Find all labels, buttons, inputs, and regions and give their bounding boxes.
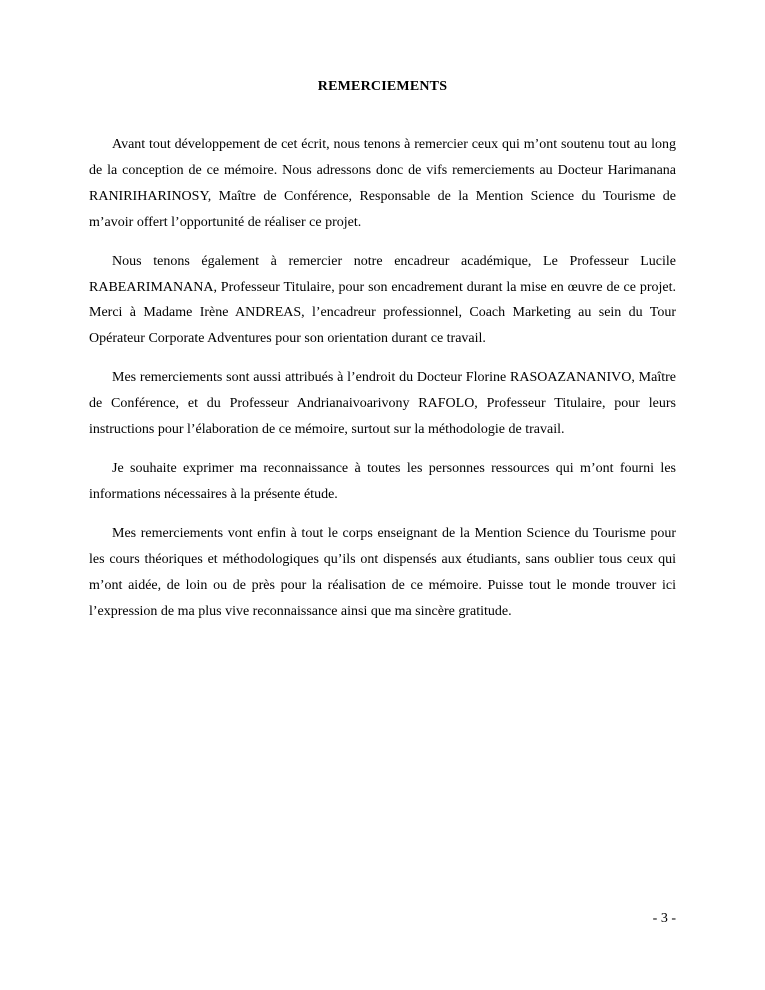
page-title: REMERCIEMENTS (317, 79, 448, 94)
acknowledgements-body (89, 132, 676, 637)
paragraph-4: Je souhaite exprimer ma reconnaissance à toutes les personnes ressources qui m’ont fourni les informations nécessaires à la présente étude. (89, 460, 676, 502)
paragraph-5: Mes remerciements vont enfin à tout le corps enseignant de la Mention Science du Tourisme pour les cours théoriques et méthodologiques qu’ils ont dispensés aux étudiants, sans oublier tous ceux qui m’ont aidée, de loin ou de près pour la réalisation de ce mémoire. Puisse tout le monde trouver ici l’expression de ma plus vive reconnaissance ainsi que ma sincère gratitude. (89, 525, 676, 619)
page-number: - 3 - (652, 911, 676, 926)
paragraph-2: Nous tenons également à remercier notre encadreur académique, Le Professeur Lucile RABEARIMANANA, Professeur Titulaire, pour son encadrement durant la mise en œuvre de ce projet. Merci à Madame Irène ANDREAS, l’encadreur professionnel, Coach Marketing au sein du Tour Opérateur Corporate Adventures pour son orientation durant ce travail. (89, 253, 676, 347)
paragraph-1: Avant tout développement de cet écrit, nous tenons à remercier ceux qui m’ont soutenu tout au long de la conception de ce mémoire. Nous adressons donc de vifs remerciements au Docteur Harimanana RANIRIHARINOSY, Maître de Conférence, Responsable de la Mention Science du Tourisme de m’avoir offert l’opportunité de réaliser ce projet. (89, 137, 676, 230)
paragraph-3: Mes remerciements sont aussi attribués à l’endroit du Docteur Florine RASOAZANANIVO, Maître de Conférence, et du Professeur Andrianaivoarivony RAFOLO, Professeur Titulaire, pour leurs instructions pour l’élaboration de ce mémoire, surtout sur la méthodologie de travail. (89, 370, 676, 438)
